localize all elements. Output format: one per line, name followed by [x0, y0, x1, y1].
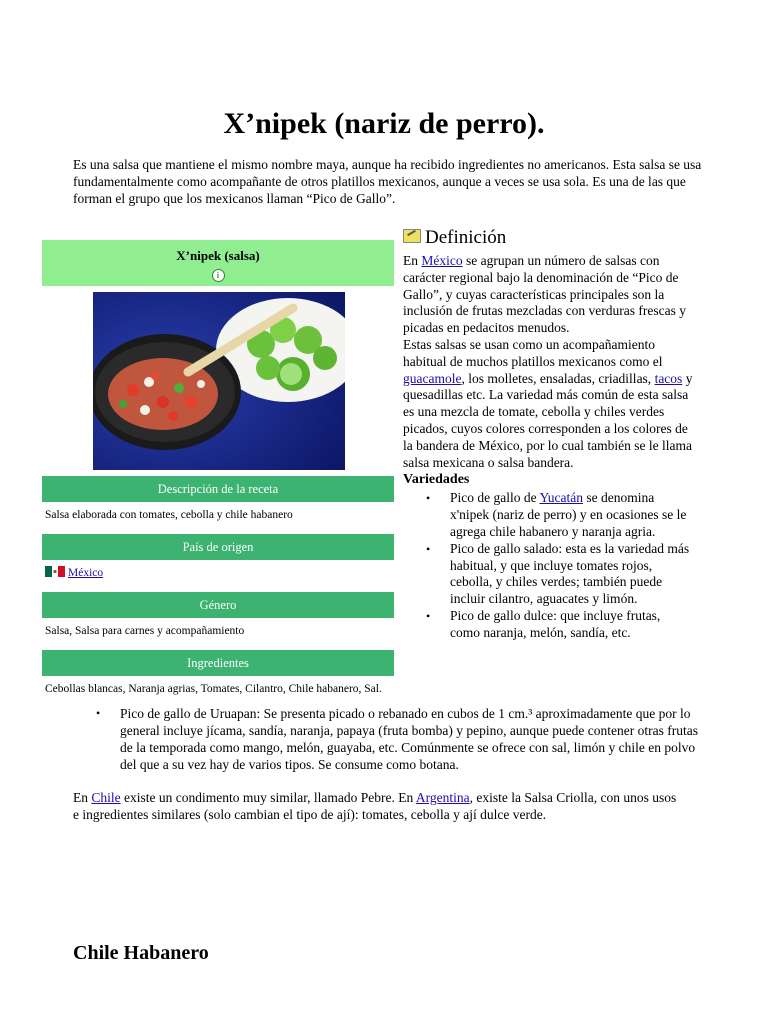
variedades-heading: Variedades	[403, 472, 470, 488]
infobox-section-genre: Género	[42, 592, 394, 618]
guacamole-link[interactable]: guacamole	[403, 370, 462, 386]
chile-habanero-heading: Chile Habanero	[73, 942, 209, 964]
yucatan-link[interactable]: Yucatán	[539, 490, 583, 506]
right-column	[403, 226, 693, 642]
mexico-link[interactable]: México	[421, 253, 463, 268]
salsa-photo	[93, 292, 345, 470]
mexico-flag-icon	[45, 566, 65, 577]
tacos-link[interactable]: tacos	[654, 370, 683, 386]
definicion-heading: Definición	[403, 226, 693, 250]
argentina-link[interactable]: Argentina	[415, 790, 470, 805]
country-link[interactable]: México	[68, 567, 104, 579]
infobox-ingredients-value: Cebollas blancas, Naranja agrias, Tomates, Cilantro, Chile habanero, Sal.	[45, 683, 382, 695]
intro-paragraph: Es una salsa que mantiene el mismo nombre maya, aunque ha recibido ingredientes no americanos. Esta salsa se usa fundamentalmente como acompañante de otros platillos mexicanos, aunque a veces se usa sola. Es una de las que forman el grupo que los mexicanos llaman “Pico de Gallo”.	[73, 157, 702, 206]
infobox-section-description: Descripción de la receta	[42, 476, 394, 502]
infobox-section-ingredients: Ingredientes	[42, 650, 394, 676]
chile-argentina-paragraph: En Chile existe un condimento muy similar, llamado Pebre. En Argentina, existe la Salsa Criolla, con unos usos e ingredientes similares (solo cambian el tipo de ají): tomates, cebolla y ají dulce verde.	[73, 790, 677, 822]
salsa-image[interactable]	[42, 292, 394, 470]
list-item: • Pico de gallo dulce: que incluye frutas, como naranja, melón, sandía, etc.	[450, 608, 693, 642]
infobox	[42, 240, 394, 715]
definicion-paragraph-1: En México se agrupan un número de salsas con carácter regional bajo la denominación de “Pico de Gallo”, y cuyas características principales son la inclusión de frutas mezcladas con verduras frescas y picadas en pedacitos menudos.	[403, 253, 687, 336]
variedades-list	[403, 490, 693, 641]
infobox-section-country: País de origen	[42, 534, 394, 560]
list-item: • Pico de gallo salado: esta es la variedad más habitual, y que incluye tomates rojos, cebolla, y chiles verdes; también puede incluir cilantro, aguacates y limón.	[450, 541, 693, 608]
list-item: • Pico de gallo de Yucatán se denomina x'nipek (nariz de perro) y en ocasiones se le agrega chile habanero y naranja agria.	[450, 490, 693, 540]
infobox-genre-value: Salsa, Salsa para carnes y acompañamiento	[45, 625, 245, 637]
list-item: • Pico de gallo de Uruapan: Se presenta picado o rebanado en cubos de 1 cm.³ aproximadamente que por lo general incluye jícama, sandía, naranja, papaya (fruta bomba) y pepino, aunque puede contener otras frutas de la temporada como mango, melón, guayaba, etc. Comúnmente se ofrece con sal, limón y chile en polvo del que a su vez hay de varios tipos. Se consume como botana.	[96, 705, 700, 773]
variedades-list-continued	[96, 705, 700, 773]
edit-icon[interactable]	[403, 229, 421, 243]
infobox-description-value: Salsa elaborada con tomates, cebolla y chile habanero	[45, 509, 293, 521]
definicion-paragraph-2: Estas salsas se usan como un acompañamiento habitual de muchos platillos mexicanos como el guacamole, los molletes, ensaladas, criadillas, tacos y quesadillas etc. La variedad más común de esta salsa es una mezcla de tomate, cebolla y chiles verdes picados, cuyos colores corresponden a los colores de la bandera de México, por lo cual también se le llama salsa mexicana o salsa bandera.	[403, 336, 693, 470]
infobox-country-row	[42, 560, 394, 586]
chile-link[interactable]: Chile	[91, 790, 121, 805]
info-icon[interactable]: i	[212, 269, 225, 282]
infobox-title: X’nipek (salsa)	[176, 248, 260, 263]
infobox-header	[42, 240, 394, 286]
page-title: X’nipek (nariz de perro).	[223, 107, 545, 140]
